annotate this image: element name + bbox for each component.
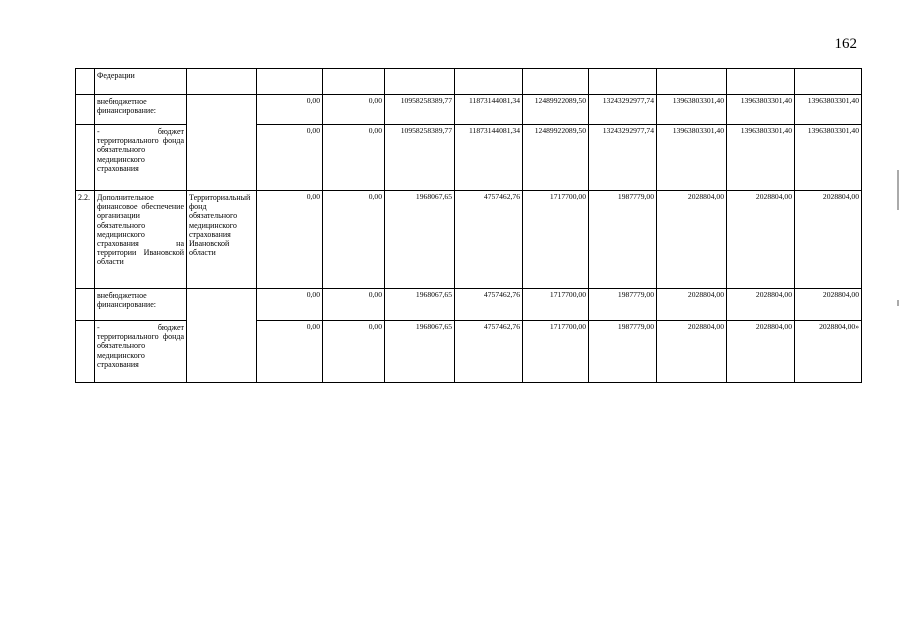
value-cell: 0,00	[257, 289, 323, 321]
table-row-offbudget-1	[76, 95, 862, 125]
value-cell: 13243292977,74	[589, 125, 657, 191]
value-cell: 13963803301,40	[795, 125, 862, 191]
value-cell: 13963803301,40	[727, 125, 795, 191]
value-cell: 1717700,00	[523, 191, 589, 289]
value-cell: 13243292977,74	[589, 95, 657, 125]
value-cell: 2028804,00	[727, 289, 795, 321]
index-cell	[76, 321, 95, 383]
value-cell: 1717700,00	[523, 321, 589, 383]
name-cell	[95, 125, 187, 191]
value-cell: 13963803301,40	[657, 95, 727, 125]
fund-name: территориального фонда обязательного медицинского страхования	[97, 136, 184, 173]
value-cell: 1968067,65	[385, 321, 455, 383]
name-cell: внебюджетное финансирование:	[95, 289, 187, 321]
index-cell	[76, 289, 95, 321]
value-cell: 13963803301,40	[727, 95, 795, 125]
value-cell: 1717700,00	[523, 289, 589, 321]
budget-table	[75, 68, 862, 383]
name-cell	[95, 321, 187, 383]
value-cell: 0,00	[257, 125, 323, 191]
value-cell: 2028804,00	[657, 191, 727, 289]
index-cell	[76, 95, 95, 125]
value-cell: 2028804,00	[727, 321, 795, 383]
value-cell: 10958258389,77	[385, 95, 455, 125]
value-cell: 4757462,76	[455, 289, 523, 321]
fund-name: территориального фонда обязательного медицинского страхования	[97, 332, 184, 369]
value-cell: 13963803301,40	[657, 125, 727, 191]
value-cell: 0,00	[323, 95, 385, 125]
dash-mark: -	[97, 127, 100, 136]
fund-word: бюджет	[157, 323, 184, 332]
value-cell: 1968067,65	[385, 191, 455, 289]
executor-cell	[187, 69, 257, 95]
value-cell: 2028804,00»	[795, 321, 862, 383]
fund-word: бюджет	[157, 127, 184, 136]
value-cell: 12489922089,50	[523, 95, 589, 125]
value-cell: 2028804,00	[795, 289, 862, 321]
value-cell: 10958258389,77	[385, 125, 455, 191]
executor-cell	[187, 95, 257, 191]
value-cell: 0,00	[257, 95, 323, 125]
value-cell: 12489922089,50	[523, 125, 589, 191]
page-number: 162	[834, 36, 857, 52]
value-cell: 0,00	[323, 321, 385, 383]
name-cell: внебюджетное финансирование:	[95, 95, 187, 125]
table-row-item-2-2	[76, 191, 862, 289]
value-cell: 2028804,00	[657, 289, 727, 321]
value-cell: 1968067,65	[385, 289, 455, 321]
executor-cell	[187, 289, 257, 383]
value-cell: 4757462,76	[455, 191, 523, 289]
value-cell: 1987779,00	[589, 289, 657, 321]
value-cell: 11873144081,34	[455, 95, 523, 125]
value-cell: 1987779,00	[589, 321, 657, 383]
index-cell	[76, 69, 95, 95]
scan-edge-mark	[897, 170, 899, 210]
value-cell: 0,00	[257, 191, 323, 289]
value-cell: 0,00	[323, 289, 385, 321]
value-cell: 0,00	[323, 191, 385, 289]
value-cell: 4757462,76	[455, 321, 523, 383]
dash-mark: -	[97, 323, 100, 332]
table-row-federation	[76, 69, 862, 95]
name-cell: Федерации	[95, 69, 187, 95]
scan-edge-mark	[897, 300, 899, 306]
value-cell: 11873144081,34	[455, 125, 523, 191]
executor-cell: Территориальный фонд обязательного медицинского страхования Ивановской области	[187, 191, 257, 289]
value-cell: 2028804,00	[657, 321, 727, 383]
value-cell: 0,00	[323, 125, 385, 191]
name-cell: Дополнительное финансовое обеспечение организации обязательного медицинского страхования на территории Ивановской области	[95, 191, 187, 289]
index-cell	[76, 125, 95, 191]
table-row-offbudget-2	[76, 289, 862, 321]
value-cell: 1987779,00	[589, 191, 657, 289]
value-cell: 2028804,00	[795, 191, 862, 289]
value-cell: 13963803301,40	[795, 95, 862, 125]
value-cell: 0,00	[257, 321, 323, 383]
value-cell: 2028804,00	[727, 191, 795, 289]
index-cell: 2.2.	[76, 191, 95, 289]
